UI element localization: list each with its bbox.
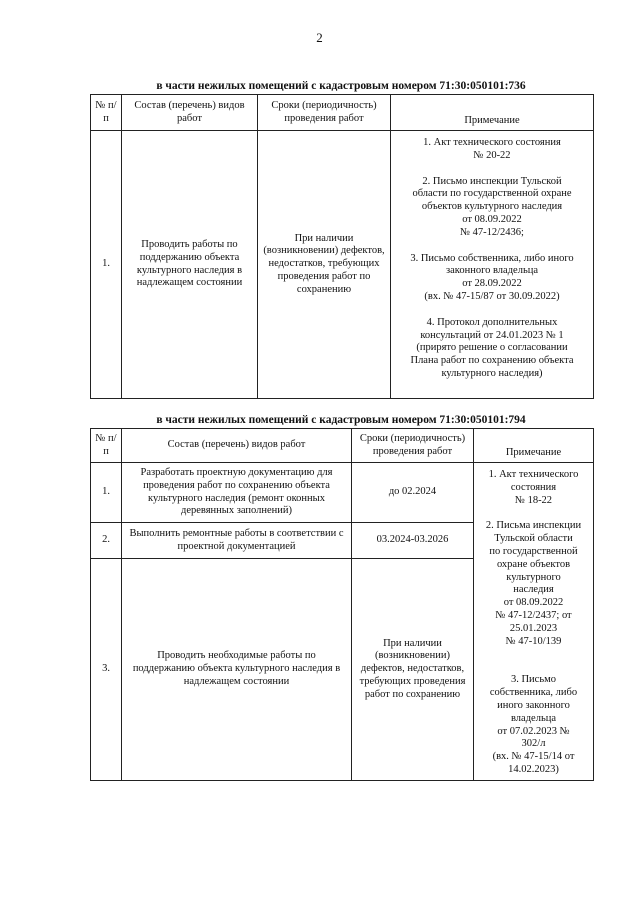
note-line: № 47-12/2436; [460, 226, 524, 238]
note-line: владельца [510, 712, 557, 724]
note-line: (вх. № 47-15/14 от [492, 751, 575, 763]
row-work: Разработать проектную документацию для проведения работ по сохранению объекта культурного наследия (ремонт оконных деревянных заполнений) [122, 463, 352, 523]
page-number: 2 [316, 30, 323, 45]
table-row [91, 463, 594, 523]
header-num: № п/п [91, 95, 122, 131]
note-line: 1. Акт технического состояния [423, 137, 561, 148]
note-line: иного законного [497, 699, 570, 711]
section-1-table [90, 94, 594, 399]
section-2-caption: в части нежилых помещений с кадастровым номером 71:30:050101:794 [156, 414, 526, 426]
note-line: наследия [513, 584, 554, 596]
note-line: № 47-10/139 [505, 635, 562, 647]
note-line: (прирято решение о согласовании [416, 342, 568, 354]
note-line: 25.01.2023 [509, 622, 558, 634]
row-work: Проводить необходимые работы по поддержанию объекта культурного наследия в надлежащем состоянии [122, 559, 352, 781]
note-line: 3. Письмо [510, 674, 557, 686]
row-num: 2. [91, 523, 122, 559]
table-row [91, 131, 594, 399]
note-line: (вх. № 47-15/87 от 30.09.2022) [424, 290, 560, 302]
note-line: от 28.09.2022 [462, 278, 522, 290]
row-num: 1. [91, 131, 122, 399]
row-note [391, 131, 594, 399]
row-note [474, 463, 594, 781]
note-line: от 08.09.2022 [462, 213, 522, 225]
note-line: консультаций от 24.01.2023 № 1 [420, 329, 564, 341]
note-line: № 18-22 [514, 494, 553, 506]
note-line: объектов культурного наследия [421, 201, 563, 213]
note-line: от 08.09.2022 [503, 597, 564, 609]
note-line: области по государственной охране [412, 188, 572, 200]
note-line: состояния [510, 481, 557, 493]
note-line: 302/л [521, 738, 546, 750]
note-line: 14.02.2023) [508, 763, 559, 775]
note-line: 2. Письма инспекции [485, 520, 582, 532]
note-line: культурного [506, 571, 561, 583]
header-term: Сроки (периодичность) проведения работ [352, 429, 474, 463]
header-note: Примечание [474, 429, 594, 463]
header-work: Состав (перечень) видов работ [122, 429, 352, 463]
note-line: охране объектов [496, 558, 571, 570]
header-num: № п/п [91, 429, 122, 463]
note-line: 4. Протокол дополнительных [426, 316, 558, 328]
section-1-caption: в части нежилых помещений с кадастровым номером 71:30:050101:736 [156, 80, 526, 92]
header-note: Примечание [391, 95, 594, 131]
note-line: по государственной [489, 545, 578, 557]
note-line: от 07.02.2023 № [497, 725, 570, 737]
note-line: 1. Акт технического [488, 469, 579, 480]
note-line: Плана работ по сохранению объекта [410, 355, 574, 367]
note-line: № 47-12/2437; от [495, 609, 572, 621]
row-num: 1. [91, 463, 122, 523]
row-num: 3. [91, 559, 122, 781]
row-term: При наличии (возникновении) дефектов, недостатков, требующих проведения работ по сохранению [352, 559, 474, 781]
note-line: законного владельца [445, 265, 539, 277]
note-line: № 20-22 [473, 149, 511, 161]
note-line: 3. Письмо собственника, либо иного [410, 252, 574, 264]
row-term: При наличии (возникновении) дефектов, недостатков, требующих проведения работ по сохранению [258, 131, 391, 399]
header-work: Состав (перечень) видов работ [122, 95, 258, 131]
note-line: собственника, либо [489, 687, 578, 699]
row-term: до 02.2024 [352, 463, 474, 523]
row-work: Выполнить ремонтные работы в соответствии с проектной документацией [122, 523, 352, 559]
note-line: культурного наследия) [441, 367, 543, 379]
header-term: Сроки (периодичность) проведения работ [258, 95, 391, 131]
note-line: 2. Письмо инспекции Тульской [422, 175, 562, 187]
row-work: Проводить работы по поддержанию объекта культурного наследия в надлежащем состоянии [122, 131, 258, 399]
section-2-table [90, 428, 594, 781]
note-line: Тульской области [494, 533, 573, 545]
row-term: 03.2024-03.2026 [352, 523, 474, 559]
